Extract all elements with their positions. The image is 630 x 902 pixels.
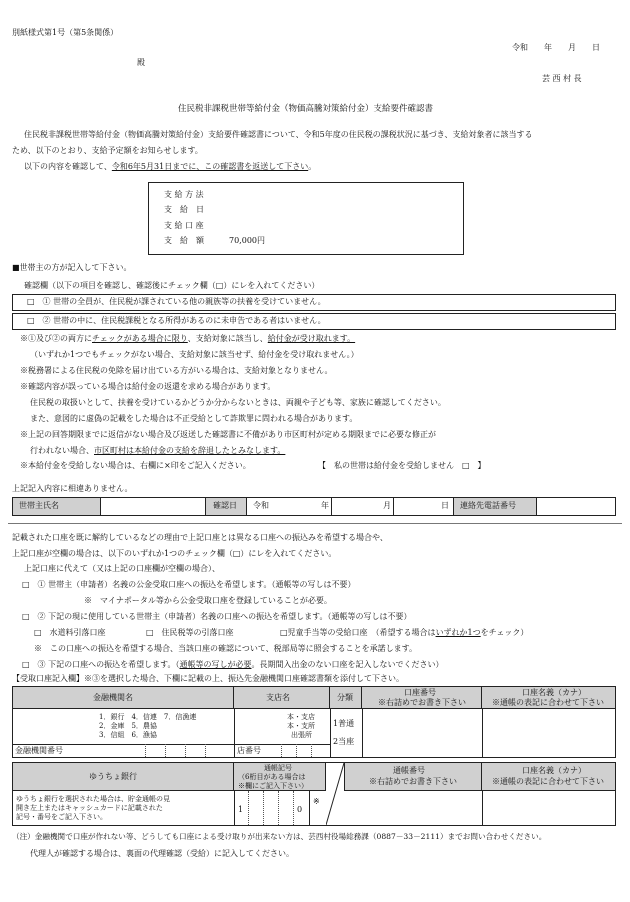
header-cell [482,687,615,709]
year-input[interactable] [269,498,321,515]
payment-amount-value: 70,000円 [229,236,265,245]
year-unit: 年 [321,501,329,510]
header-cell [13,687,234,709]
section-divider [8,523,622,524]
note-4: ※上記の回答期限までに返信がない場合及び返送した確認書に不備があり市区町村が定める期限までに必要な修正が [20,430,436,439]
confirm-statement: 上記記入内容に相違ありません。 [12,484,133,493]
type-current[interactable]: 2当座 [333,737,355,746]
footer-note-2: 代理人が確認する場合は、裏面の代理確認（受給）に記入してください。 [30,849,294,858]
number-header: 通帳番号 [393,766,425,775]
checkbox-label-1: □ ① 世帯の全員が、住民税が課されている他の親族等の扶養を受けていません。 [27,297,326,306]
name-label: 世帯主氏名 [19,501,59,510]
symbol-note-2: ※欄にご記入下さい） [238,782,308,790]
phone-input[interactable] [538,498,615,515]
header-cell [234,687,330,709]
note-3c: また、意図的に虚偽の記載をした場合は不正受給として詐欺罪に問われる場合があります。 [30,414,358,423]
checkbox-row-2[interactable] [12,313,616,330]
note-4b: 行われない場合、市区町村は本給付金の支給を辞退したとみなします。 [30,446,286,455]
diagonal-slash [326,763,344,825]
header-branch: 支店名 [266,693,290,702]
payment-date-label: 支 給 日 [164,205,204,214]
payment-info-box [148,182,464,255]
intro-line-2: ため、以下のとおり、支給予定額をお知らせします。 [12,146,203,155]
option-3[interactable]: □ ③ 下記の口座への振込を希望します。（通帳等の写しが必要。長期間入出金のない口座を記入しないでください） [22,660,444,669]
yucho-number-input[interactable] [345,793,481,823]
section-heading: ■世帯主の方が記入して下さい。 [12,263,132,272]
option-2-child[interactable]: □児童手当等の受給口座 （希望する場合はいずれか1つをチェック） [280,628,529,637]
month-unit: 月 [383,501,391,510]
month-input[interactable] [333,498,381,515]
account-holder-input[interactable] [483,709,613,757]
confirm-date-label: 確認日 [213,501,237,510]
option-1[interactable]: □ ① 世帯主（申請者）名義の公金受取口座への振込を希望します。（通帳等の写しは不要） [22,580,356,589]
header-account-note: ※右詰めでお書き下さい [378,698,466,707]
note-1: ※①及び②の両方にチェックがある場合に限り、支給対象に該当し、給付金が受け取れます。 [20,334,356,343]
decline-checkbox[interactable]: 【 私の世帯は給付金を受給しません □ 】 [318,461,486,470]
header-cell [13,763,234,791]
bank-code-label: 金融機関番号 [15,746,63,755]
header-bank: 金融機関名 [93,693,133,702]
type-ordinary[interactable]: 1普通 [333,719,355,728]
number-note: ※右詰めでお書き下さい [369,777,457,786]
divider [309,791,310,825]
holder-header: 口座名義（カナ） [522,766,586,775]
header-cell [362,687,482,709]
checkbox-label-2: □ ② 世帯の中に、住民税課税となる所得があるのに未申告である者はいません。 [27,316,326,325]
footer-note-1: （注）金融機関で口座が作れない等、どうしても口座による受け取りが出来ない方は、芸西村役場総務課（0887－33－2111）までお問い合わせください。 [12,832,547,841]
date-label-cell [205,498,247,515]
name-label-cell [13,498,101,515]
account-table-heading: 【受取口座記入欄】※③を選択した場合、下欄に記載の上、振込先金融機関口座確認書類を添付して下さい。 [12,674,404,683]
section2-p3: 上記口座に代えて（又は上記の口座欄が空欄の場合）、 [24,564,220,573]
bank-name-input[interactable] [15,711,95,741]
divider [331,498,332,515]
option-2-water[interactable]: □ 水道料引落口座 [34,628,106,637]
note-3b: 住民税の取扱いとして、扶養を受けているかどうか分からないときは、両親や子ども等、家族に確認してください。 [30,398,446,407]
note-2: ※税務署による住民税の免除を届け出ている方がいる場合は、支給対象となりません。 [20,366,333,375]
note-1b: （いずれか1つでもチェックがない場合、支給対象に該当せず、給付金を受け取れません。） [30,350,359,359]
header-cell [482,763,615,791]
day-input[interactable] [395,498,439,515]
option-2-note: ※ この口座への振込を希望する場合、当該口座の確認について、税部局等に照会することを承諾します。 [34,644,418,653]
symbol-extra-mark: ※ [313,797,320,806]
branch-name-input[interactable] [236,711,284,741]
branch-types-2: 本・支所 [287,722,315,730]
option-2[interactable]: □ ② 下記の現に使用している世帯主（申請者）名義の口座への振込を希望します。（通帳等の写しは不要） [22,612,412,621]
check-instruction: 確認欄（以下の項目を確認し、確認後にチェック欄（□）にレを入れてください） [24,281,320,290]
option-1-note: ※ マイナポータル等から公金受取口座を登録していることが必要。 [84,596,332,605]
symbol-last-digit: 0 [297,805,303,814]
day-unit: 日 [441,501,449,510]
yucho-desc-3: 記号・番号をご記入下さい。 [16,813,107,821]
header-holder-note: ※通帳の表記に合わせて下さい [492,698,604,707]
bank-types-1: 1．銀行 4．信連 7．信漁連 [99,713,197,721]
header-holder: 口座名義（カナ） [522,688,586,697]
option-2-tax[interactable]: □ 住民税等の引落口座 [146,628,234,637]
phone-label-cell [453,498,537,515]
yucho-table [12,762,616,826]
name-input[interactable] [102,498,205,515]
header-cell [330,687,362,709]
branch-code-input[interactable] [245,745,329,757]
intro-line-3: 以下の内容を確認して、令和6年5月31日までに、この確認書を返送して下さい。 [24,162,317,171]
bank-types-2: 2．金庫 5．農協 [99,722,157,730]
holder-note: ※通帳の表記に合わせて下さい [492,777,604,786]
branch-types-1: 本・支店 [287,713,315,721]
note-5: ※本給付金を受給しない場合は、右欄に×印をご記入ください。 [20,461,251,470]
date-field[interactable]: 令和 年 月 日 [512,43,600,52]
symbol-first-digit: 1 [238,805,244,814]
header-account: 口座番号 [404,688,436,697]
divider [330,709,331,757]
bank-code-input[interactable] [125,745,233,757]
symbol-header: 通帳記号 [264,764,292,772]
yucho-desc-1: ゆうちょ銀行を選択された場合は、貯金通帳の見 [16,795,170,803]
symbol-note-1: （6桁目がある場合は [238,773,306,781]
account-number-input[interactable] [363,709,481,757]
issuer: 芸 西 村 長 [542,74,582,83]
header-type: 分類 [337,693,353,702]
note-3: ※確認内容が誤っている場合は給付金の返還を求める場合があります。 [20,382,276,391]
divider [393,498,394,515]
bank-types-3: 3．信組 6．漁協 [99,731,157,739]
divider [234,709,235,757]
payment-method-label: 支 給 方 法 [164,190,204,199]
addressee-suffix: 殿 [137,58,145,67]
section2-p2: 上記口座が空欄の場合は、以下のいずれか1つのチェック欄（□）にレを入れてください。 [12,549,337,558]
document-title: 住民税非課税世帯等給付金（物価高騰対策給付金）支給要件確認書 [178,104,434,114]
payment-account-label: 支 給 口 座 [164,221,204,230]
payment-amount-label: 支 給 額 [164,236,204,245]
intro-line-1: 住民税非課税世帯等給付金（物価高騰対策給付金）支給要件確認書について、令和5年度の住民税の課税状況に基づき、支給対象者に該当する [24,130,533,139]
symbol-input[interactable] [249,793,295,823]
reply-deadline: 令和6年5月31日までに、この確認書を返送して下さい [111,162,309,171]
header-cell [234,763,326,791]
bank-table [12,686,616,758]
confirm-era: 令和 [253,501,269,510]
header-cell [344,763,482,791]
yucho-holder-input[interactable] [483,793,613,823]
phone-label: 連絡先電話番号 [460,501,516,510]
yucho-desc-2: 開き左上またはキャッシュカードに記載された [16,804,163,812]
section2-p1: 記載された口座を既に解約しているなどの理由で上記口座とは異なる口座への振込みを希望する場合や、 [12,533,388,542]
confirm-row [12,497,616,516]
form-number: 別紙様式第1号（第5条関係） [12,28,119,37]
branch-types-3: 出張所 [291,731,312,739]
branch-code-label: 店番号 [237,746,261,755]
divider [234,791,235,825]
yucho-header: ゆうちょ銀行 [89,772,137,781]
checkbox-row-1[interactable] [12,294,616,311]
